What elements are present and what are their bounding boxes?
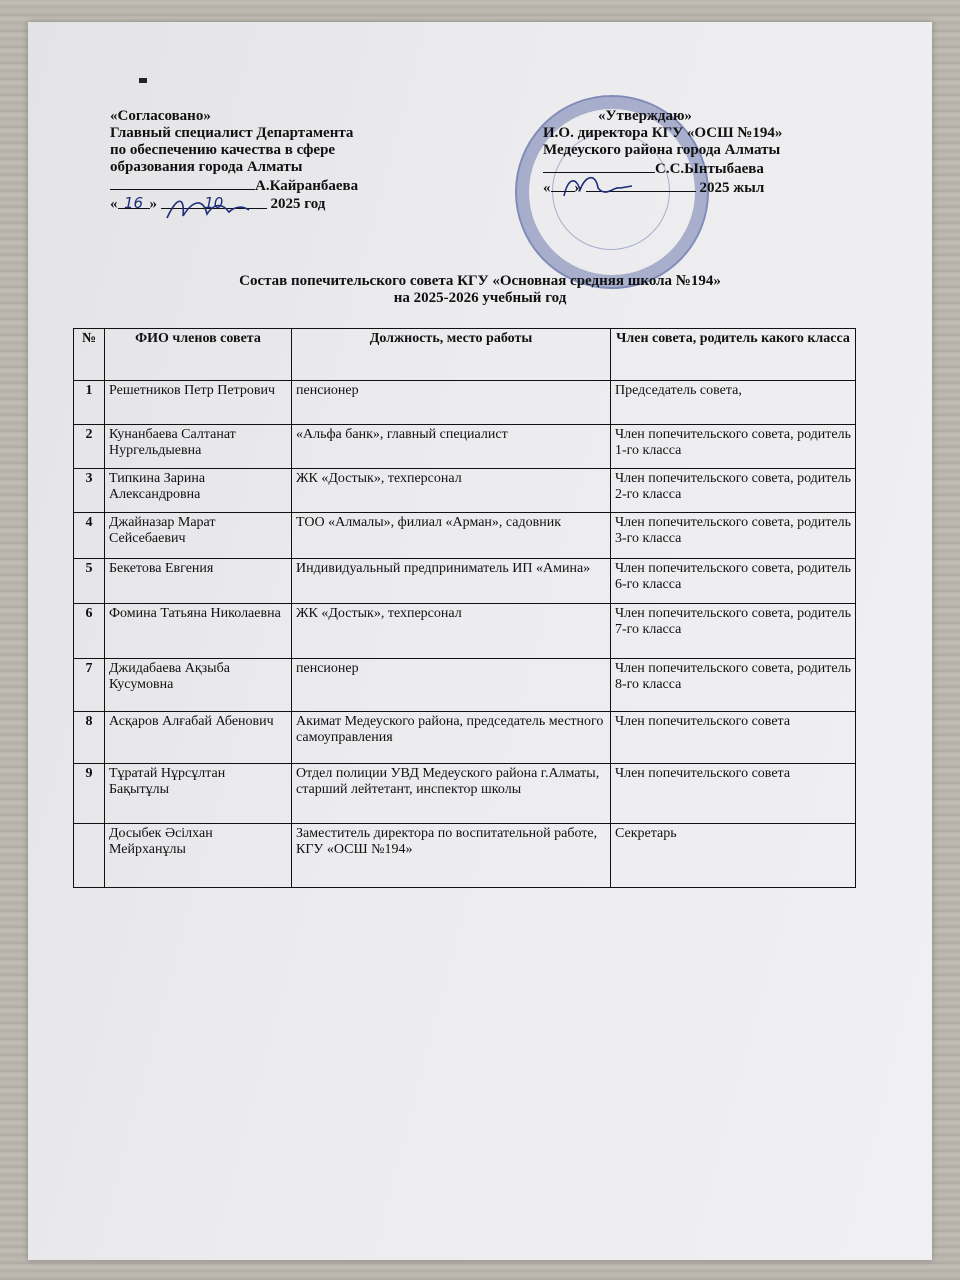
row-role: Член попечительского совета [611,712,856,764]
approved-signer: С.С.Ынтыбаева [655,161,764,177]
table-row [74,469,856,513]
council-table [73,328,856,888]
approved-title: «Утверждаю» [598,108,692,124]
row-num [74,824,105,888]
row-position: Заместитель директора по воспитательной работе, КГУ «ОСШ №194» [292,824,611,888]
row-num: 8 [74,712,105,764]
title-line2: на 2025-2026 учебный год [393,290,567,306]
dash-mark [139,78,147,83]
row-position: ЖК «Достык», техперсонал [292,604,611,659]
row-role: Член попечительского совета, родитель 8-го класса [611,659,856,712]
row-num: 1 [74,381,105,425]
signature-blank [110,176,255,190]
row-name: Бекетова Евгения [105,559,292,604]
table-row [74,513,856,559]
row-name: Решетников Петр Петрович [105,381,292,425]
table-header-row [74,329,856,381]
row-num: 4 [74,513,105,559]
header-num: № [74,329,105,381]
row-num: 7 [74,659,105,712]
agreed-line3: образования города Алматы [110,159,303,175]
agreed-line2: по обеспечению качества в сфере [110,142,336,158]
row-num: 5 [74,559,105,604]
table-row [74,659,856,712]
row-position: «Альфа банк», главный специалист [292,425,611,469]
row-role: Член попечительского совета, родитель 3-го класса [611,513,856,559]
agreed-day: 16 [118,195,150,209]
row-name: Джидабаева Ақзыба Кусумовна [105,659,292,712]
table-row [74,712,856,764]
row-name: Асқаров Алғабай Абенович [105,712,292,764]
row-num: 3 [74,469,105,513]
header-position: Должность, место работы [292,329,611,381]
row-name: Тұратай Нұрсұлтан Бақытұлы [105,764,292,824]
row-role: Председатель совета, [611,381,856,425]
document-title [28,273,932,307]
row-num: 6 [74,604,105,659]
document-page [28,22,932,1260]
row-role: Член попечительского совета, родитель 2-го класса [611,469,856,513]
row-position: Акимат Медеуского района, председатель местного самоуправления [292,712,611,764]
agreed-year: 2025 год [270,196,326,212]
row-position: ТОО «Алмалы», филиал «Арман», садовник [292,513,611,559]
agreed-line1: Главный специалист Департамента [110,125,354,141]
agreed-date-line: « 16 » 10 2025 год [110,194,326,212]
agreed-signer: А.Кайранбаева [255,178,359,194]
table-row [74,824,856,888]
row-num: 9 [74,764,105,824]
row-position: Отдел полиции УВД Медеуского района г.Алматы, старший лейтетант, инспектор школы [292,764,611,824]
signature-right-icon [558,168,638,204]
row-name: Досыбек Әсілхан Мейрханұлы [105,824,292,888]
row-name: Джайназар Марат Сейсебаевич [105,513,292,559]
row-role: Член попечительского совета, родитель 7-го класса [611,604,856,659]
table-row [74,425,856,469]
table-row [74,559,856,604]
header-role: Член совета, родитель какого класса [611,329,856,381]
row-num: 2 [74,425,105,469]
signature-left-icon [163,192,253,226]
title-line1: Состав попечительского совета КГУ «Основная средняя школа №194» [239,273,721,289]
row-role: Член попечительского совета [611,764,856,824]
row-name: Типкина Зарина Александровна [105,469,292,513]
approved-line1: И.О. директора КГУ «ОСШ №194» [543,125,783,141]
header-name: ФИО членов совета [105,329,292,381]
table-row [74,604,856,659]
row-position: ЖК «Достык», техперсонал [292,469,611,513]
row-name: Фомина Татьяна Николаевна [105,604,292,659]
row-position: Индивидуальный предприниматель ИП «Амина» [292,559,611,604]
agreed-title: «Согласовано» [110,108,211,124]
row-position: пенсионер [292,659,611,712]
row-name: Кунанбаева Салтанат Нургельдыевна [105,425,292,469]
row-role: Член попечительского совета, родитель 6-го класса [611,559,856,604]
table-row [74,764,856,824]
table-row [74,381,856,425]
approved-year: 2025 жыл [699,180,765,196]
row-position: пенсионер [292,381,611,425]
agreed-month: 10 [161,195,267,209]
row-role: Секретарь [611,824,856,888]
approved-date-line: « » 2025 жыл [543,180,765,196]
approved-line2: Медеуского района города Алматы [543,142,781,158]
row-role: Член попечительского совета, родитель 1-го класса [611,425,856,469]
